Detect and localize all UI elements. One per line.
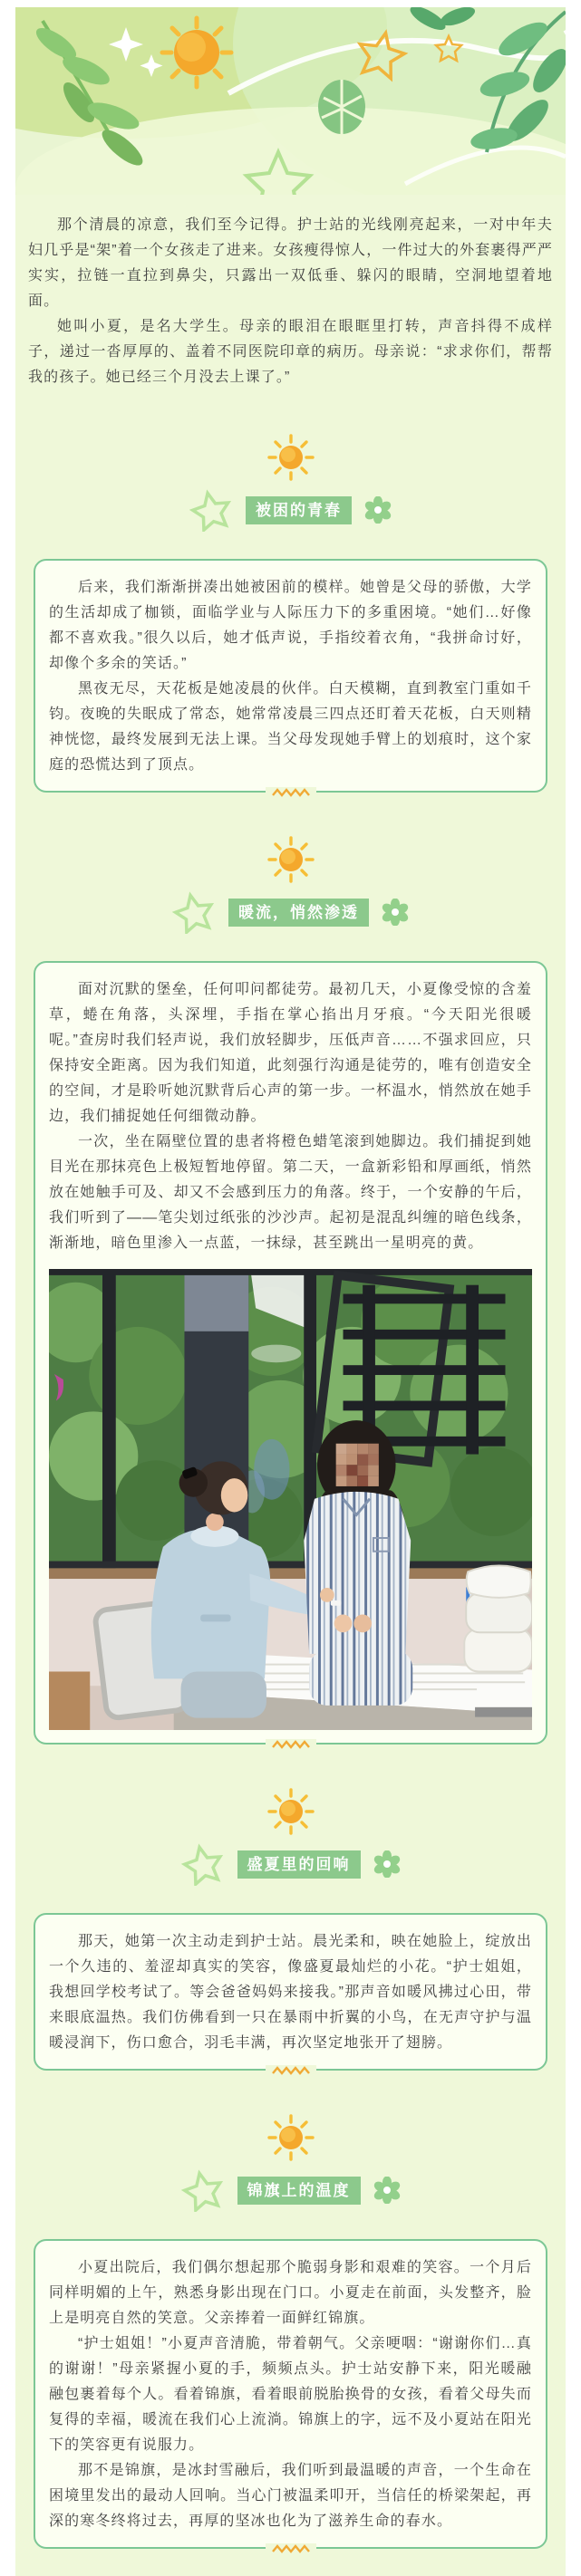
- section-paragraph: 那不是锦旗，是冰封雪融后，我们听到最温暖的声音，一个生命在困境里发出的最动人回响。当心门被温柔叩开，当信任的桥梁架起，再深的寒冬终将过去，再厚的坚冰也化为了滋养生命的春水。: [49, 2463, 532, 2530]
- sun-icon: [266, 432, 315, 481]
- section-header: [15, 432, 566, 532]
- star-icon: [189, 488, 233, 532]
- squiggle-icon: [266, 2543, 316, 2554]
- header-illustration: [15, 7, 566, 195]
- flower-icon: [373, 1850, 401, 1878]
- section-warm-current: [15, 834, 566, 1745]
- section-header: [15, 1786, 566, 1886]
- section-header: [15, 834, 566, 934]
- section-midsummer-echo: [15, 1786, 566, 2071]
- star-icon: [181, 2168, 225, 2212]
- section-text-box: [34, 2239, 547, 2549]
- hospital-photo: [49, 1269, 532, 1730]
- section-text-box: [34, 1913, 547, 2071]
- section-paragraph: 面对沉默的堡垒，任何叩问都徒劳。最初几天，小夏像受惊的含羞草，蜷在角落，头深埋，手指在掌心掐出月牙痕。“今天阳光很暖呢。”查房时我们轻声说，我们放轻脚步，压低声音……不强求回应，只保持安全距离。因为我们知道，此刻强行沟通是徒劳的，唯有创造安全的空间，才是聆听她沉默背后心声的第一步。一杯温水，悄然放在她手边，我们捕捉她任何细微动静。: [49, 982, 532, 1124]
- section-header: [15, 2112, 566, 2212]
- star-icon: [181, 1842, 225, 1886]
- intro-paragraph: 那个清晨的凉意，我们至今记得。护士站的光线刚亮起来，一对中年夫妇几乎是“架”着一个女孩走了进来。女孩瘦得惊人，一件过大的外套裹得严严实实，拉链一直拉到鼻尖，只露出一双低垂、躲闪的眼睛，空洞地望着地面。: [28, 217, 553, 309]
- article-page: [0, 7, 581, 2576]
- section-title-badge: 盛夏里的回响: [237, 1850, 361, 1879]
- header-sun-icon: [162, 18, 231, 87]
- section-title-badge: 锦旗上的温度: [237, 2177, 361, 2205]
- intro-block: [15, 195, 566, 390]
- star-icon: [172, 890, 216, 934]
- squiggle-icon: [266, 2065, 316, 2076]
- intro-paragraph: 她叫小夏，是名大学生。母亲的眼泪在眼眶里打转，声音抖得不成样子，递过一沓厚厚的、盖着不同医院印章的病历。母亲说：“求求你们，帮帮我的孩子。她已经三个月没去上课了。”: [28, 319, 553, 385]
- section-title-badge: 暖流，悄然渗透: [228, 899, 369, 927]
- section-text-box: [34, 559, 547, 793]
- section-paragraph: 黑夜无尽，天花板是她凌晨的伙伴。白天模糊，直到教室门重如千钧。夜晚的失眠成了常态，她常常凌晨三四点还盯着天花板，白天则精神恍惚，最终发展到无法上课。当父母发现她手臂上的划痕时，这个家庭的恐慌达到了顶点。: [49, 681, 532, 773]
- content-column: [15, 7, 566, 2576]
- section-banner-warmth: [15, 2112, 566, 2549]
- flower-icon: [373, 2177, 401, 2204]
- sun-icon: [266, 2112, 315, 2161]
- section-paragraph: “护士姐姐！”小夏声音清脆，带着朝气。父亲哽咽：“谢谢你们…真的谢谢！”母亲紧握小夏的手，频频点头。护士站安静下来，阳光暖融融包裹着每个人。看着锦旗，看着眼前脱胎换骨的女孩，看着父母失而复得的幸福，暖流在我们心上流淌。锦旗上的字，远不及小夏站在阳光下的笑容更有说服力。: [49, 2336, 532, 2454]
- flower-icon: [364, 496, 392, 524]
- section-paragraph: 那天，她第一次主动走到护士站。晨光柔和，映在她脸上，绽放出一个久违的、羞涩却真实的笑容，像盛夏最灿烂的小花。“护士姐姐，我想回学校考试了。等会爸爸妈妈来接我。”那声音如暖风拂过心田，带来眼底温热。我们仿佛看到一只在暴雨中折翼的小鸟，在无声守护与温暖浸润下，伤口愈合，羽毛丰满，再次坚定地张开了翅膀。: [49, 1934, 532, 2052]
- sun-icon: [266, 1786, 315, 1835]
- squiggle-icon: [266, 787, 316, 798]
- section-title-badge: 被困的青春: [246, 496, 352, 524]
- section-paragraph: 小夏出院后，我们偶尔想起那个脆弱身影和艰难的笑容。一个月后同样明媚的上午，熟悉身影出现在门口。小夏走在前面，头发整齐，脸上是明亮自然的笑意。父亲捧着一面鲜红锦旗。: [49, 2260, 532, 2327]
- flower-icon: [382, 899, 409, 926]
- pixelated-face: [336, 1444, 379, 1486]
- section-text-box: [34, 961, 547, 1745]
- squiggle-icon: [266, 1739, 316, 1750]
- section-paragraph: 后来，我们渐渐拼凑出她被困前的模样。她曾是父母的骄傲，大学的生活却成了枷锁，面临学业与人际压力下的多重困境。“她们…好像都不喜欢我。”很久以后，她才低声说，手指绞着衣角，“我拼命讨好，却像个多余的笑话。”: [49, 580, 532, 671]
- section-trapped-youth: [15, 432, 566, 793]
- section-paragraph: 一次，坐在隔壁位置的患者将橙色蜡笔滚到她脚边。我们捕捉到她目光在那抹亮色上极短暂地停留。第二天，一盒新彩铅和厚画纸，悄然放在她触手可及、却又不会感到压力的角落。终于，一个安静的午后，我们听到了——笔尖划过纸张的沙沙声。起初是混乱纠缠的暗色线条，渐渐地，暗色里渗入一点蓝，一抹绿，甚至跳出一星明亮的黄。: [49, 1134, 532, 1251]
- sun-icon: [266, 834, 315, 883]
